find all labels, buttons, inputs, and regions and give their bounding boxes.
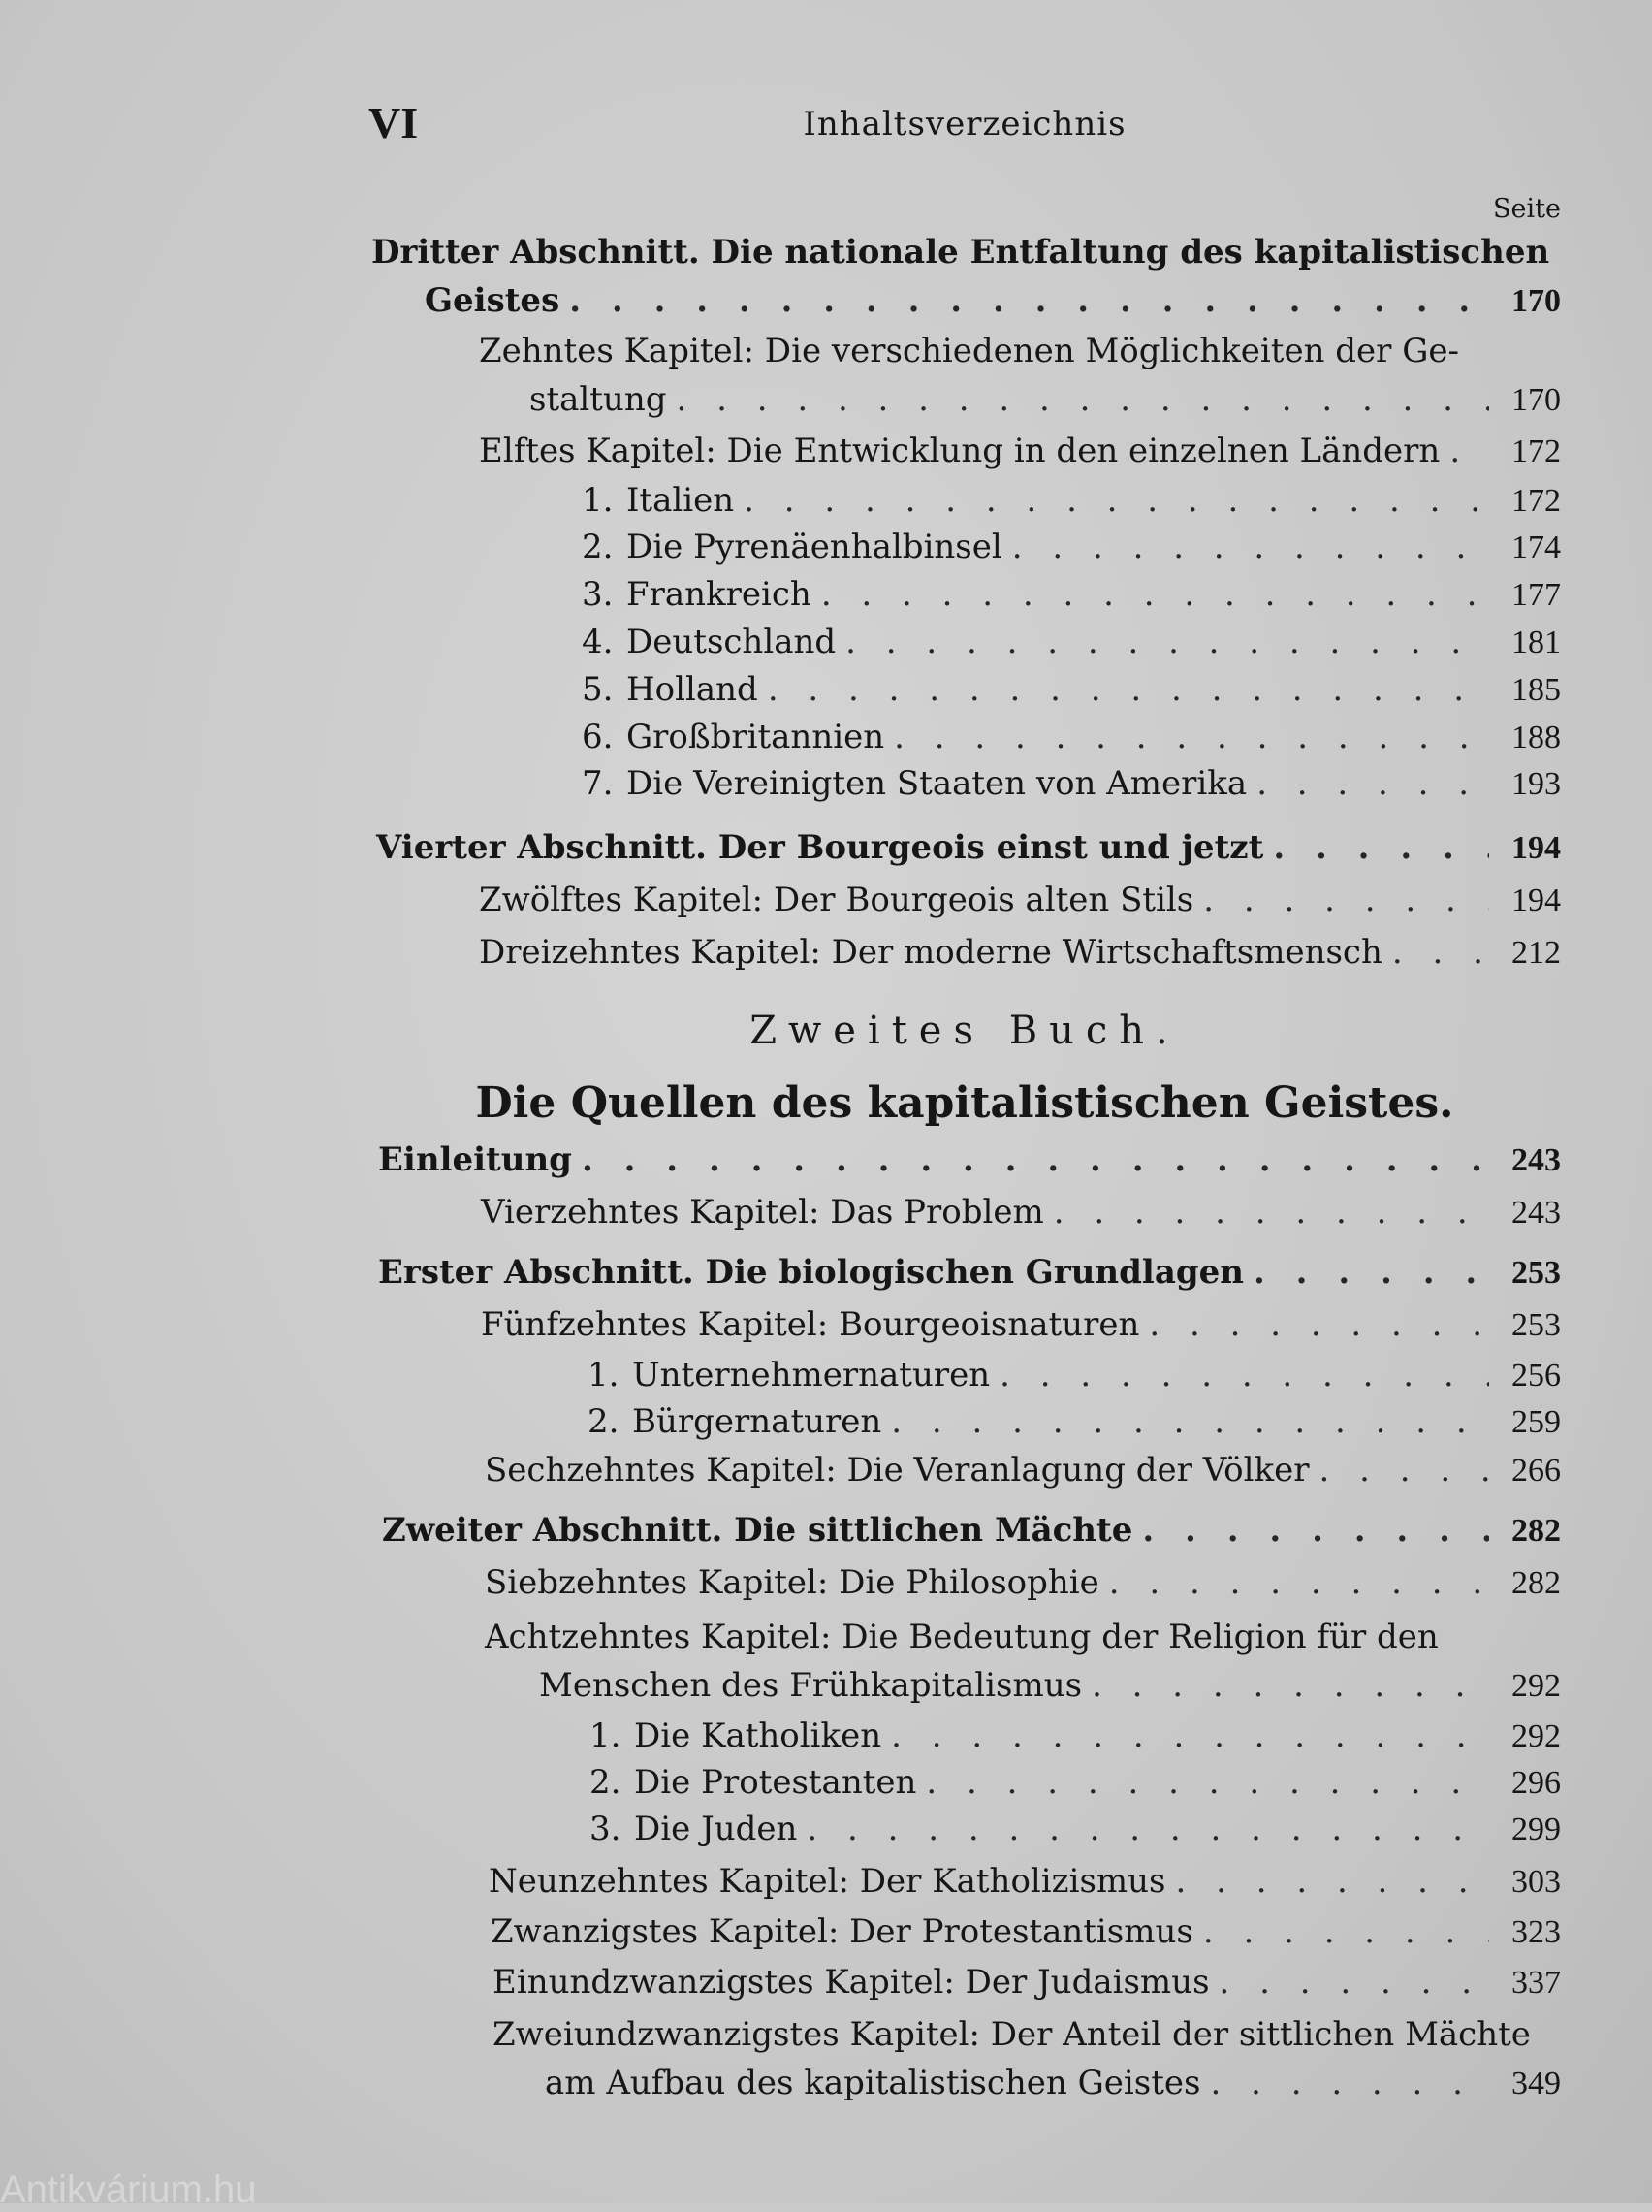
dot-leader [1392,931,1489,974]
dot-leader [891,1400,1489,1443]
page-ref: 194 [1511,882,1561,918]
dot-leader [807,1808,1489,1850]
toc-subentry [582,621,1561,664]
toc-entry-ch20 [491,1910,1561,1954]
dot-leader [1273,826,1489,869]
page-ref: 188 [1511,720,1561,755]
page-ref: 172 [1511,483,1561,519]
item-number: 5. [582,670,614,709]
toc-subentry [582,762,1561,806]
item-number: 4. [582,623,614,661]
ch10-title-line2: staltung [529,380,667,419]
item-title: Deutschland [626,623,837,661]
page-ref: 282 [1511,1565,1561,1601]
toc-subentry [589,1808,1561,1851]
ch16-title: Sechzehntes Kapitel: Die Veranlagung der Völker [485,1451,1310,1490]
toc-entry-ch12 [479,879,1561,922]
toc-entry-ch14 [481,1191,1561,1234]
toc-entry-section1 [378,1251,1561,1295]
dot-leader [1109,1561,1489,1604]
toc-entry-ch22 [545,2062,1561,2105]
page-ref: 349 [1511,2066,1561,2101]
item-number: 1. [588,1356,620,1395]
toc-entry-ch13 [479,931,1561,975]
dot-leader [1000,1354,1489,1396]
page-ref: 256 [1511,1358,1561,1394]
ch18-title-line2: Menschen des Frühkapitalismus [539,1666,1083,1705]
ch18-title-line1: Achtzehntes Kapitel: Die Bedeutung der Religion für den [485,1618,1439,1656]
dot-leader [676,378,1489,421]
page-ref: 194 [1511,830,1561,866]
ch20-title: Zwanzigstes Kapitel: Der Protestantismus [491,1912,1193,1951]
toc-subentry [582,716,1561,759]
page-ref: 172 [1511,433,1561,469]
dot-leader [1203,1910,1489,1953]
page-ref: 282 [1511,1513,1561,1549]
dot-leader [1254,1251,1489,1294]
dot-leader [926,1761,1489,1804]
toc-entry-section2 [382,1509,1561,1553]
toc-entry-ch18 [539,1664,1561,1708]
dot-leader [744,479,1489,522]
toc-subentry [582,573,1561,617]
dot-leader [1092,1664,1489,1707]
toc-subentry [589,1715,1561,1758]
dot-leader [1256,762,1489,805]
dot-leader [1175,1860,1489,1903]
toc-entry-section4 [376,826,1561,870]
page-ref: 170 [1511,382,1561,418]
page-ref: 292 [1511,1718,1561,1754]
ch11-title: Elftes Kapitel: Die Entwicklung in den einzelnen Ländern [479,432,1441,470]
item-title: Die Pyrenäenhalbinsel [626,528,1002,566]
page-ref: 181 [1511,625,1561,660]
item-number: 2. [582,528,614,566]
ch22-title-line2: am Aufbau des kapitalistischen Geistes [545,2064,1201,2102]
page-ref: 323 [1511,1914,1561,1950]
ch21-title: Einundzwanzigstes Kapitel: Der Judaismus [492,1963,1210,2002]
toc-entry-ch15 [481,1303,1561,1347]
item-title: Die Juden [634,1810,798,1848]
page-header [368,97,1561,155]
item-title: Bürgernaturen [632,1402,882,1441]
page-ref: 212 [1511,935,1561,971]
toc-subentry [582,668,1561,712]
item-number: 1. [589,1716,621,1755]
item-number: 2. [589,1763,621,1802]
item-title: Italien [626,481,735,520]
dot-leader [845,621,1489,663]
toc-subentry [589,1761,1561,1805]
running-title: Inhaltsverzeichnis [803,105,1127,144]
ch19-title: Neunzehntes Kapitel: Der Katholizismus [489,1862,1166,1901]
item-title: Die Katholiken [634,1716,882,1755]
ch22-title-line1: Zweiundzwanzigstes Kapitel: Der Anteil der sittlichen Mächte [492,2015,1531,2054]
dot-leader [1449,430,1489,472]
toc-entry-intro [378,1138,1561,1182]
toc-entry-ch16 [485,1449,1561,1492]
page-ref: 243 [1511,1142,1561,1178]
page-ref: 303 [1511,1864,1561,1900]
ch14-title: Vierzehntes Kapitel: Das Problem [481,1193,1044,1232]
seite-label: Seite [1493,194,1561,224]
ch17-title: Siebzehntes Kapitel: Die Philosophie [485,1563,1099,1602]
intro-title: Einleitung [378,1140,572,1179]
dot-leader [768,668,1489,711]
item-title: Die Protestanten [634,1763,917,1802]
toc-entry-ch11 [479,430,1561,473]
page-ref: 253 [1511,1255,1561,1291]
item-title: Unternehmernaturen [632,1356,991,1395]
dot-leader [891,1715,1489,1757]
dot-leader [582,1138,1489,1181]
watermark: Antikvárium.hu [0,2168,257,2211]
page-number: VI [368,98,419,147]
dot-leader [1210,2062,1489,2104]
book-subheading: Die Quellen des kapitalistischen Geistes. [475,1078,1454,1128]
toc-subentry [582,479,1561,523]
ch10-title-line1 [479,330,1477,372]
item-number: 3. [589,1810,621,1848]
item-number: 3. [582,575,614,614]
dot-leader [1142,1509,1489,1552]
item-number: 2. [588,1402,620,1441]
page-ref: 177 [1511,577,1561,613]
page-ref: 170 [1511,283,1561,319]
dot-leader [569,279,1489,322]
dot-leader [894,716,1489,758]
ch10-line1-text: Zehntes Kapitel: Die verschiedenen Möglichkeiten der Ge- [479,332,1459,370]
section1-title: Erster Abschnitt. Die biologischen Grundlagen [378,1253,1244,1292]
dot-leader [821,573,1489,616]
toc-subentry [588,1400,1561,1444]
section3-title-line2: Geistes [425,281,560,320]
section3-title-line1: Dritter Abschnitt. Die nationale Entfaltung des kapitalistischen [371,233,1550,272]
dot-leader [1318,1449,1489,1491]
toc-entry-ch17 [485,1561,1561,1605]
page-ref: 299 [1511,1811,1561,1847]
item-title: Frankreich [626,575,811,614]
toc-entry-ch19 [489,1860,1561,1904]
page-ref: 266 [1511,1453,1561,1489]
toc-subentry [588,1354,1561,1397]
dot-leader [1220,1961,1489,2004]
item-title: Holland [626,670,758,709]
item-title: Großbritannien [626,718,885,756]
item-number: 6. [582,718,614,756]
toc-entry-section3 [425,279,1561,323]
page-ref: 296 [1511,1765,1561,1801]
ch12-title: Zwölftes Kapitel: Der Bourgeois alten Stils [479,881,1194,919]
dot-leader [1149,1303,1489,1346]
page-ref: 185 [1511,672,1561,708]
toc-entry-ch21 [492,1961,1561,2004]
item-number: 7. [582,764,614,803]
toc-entry-ch10 [529,378,1561,422]
page-ref: 292 [1511,1668,1561,1704]
ch15-title: Fünfzehntes Kapitel: Bourgeoisnaturen [481,1305,1140,1344]
toc-subentry [582,526,1561,569]
item-number: 1. [582,481,614,520]
page-ref: 243 [1511,1195,1561,1231]
item-title: Die Vereinigten Staaten von Amerika [626,764,1248,803]
book-heading: Zweites Buch. [749,1009,1180,1053]
page-ref: 337 [1511,1965,1561,2001]
page-ref: 259 [1511,1404,1561,1440]
dot-leader [1054,1191,1489,1234]
page-ref: 193 [1511,766,1561,802]
section4-title: Vierter Abschnitt. Der Bourgeois einst und jetzt [376,828,1264,867]
page-ref: 174 [1511,529,1561,565]
dot-leader [1012,526,1489,568]
page-ref: 253 [1511,1307,1561,1343]
section2-title: Zweiter Abschnitt. Die sittlichen Mächte [382,1511,1133,1550]
dot-leader [1203,879,1489,921]
ch13-title: Dreizehntes Kapitel: Der moderne Wirtschaftsmensch [479,933,1382,972]
